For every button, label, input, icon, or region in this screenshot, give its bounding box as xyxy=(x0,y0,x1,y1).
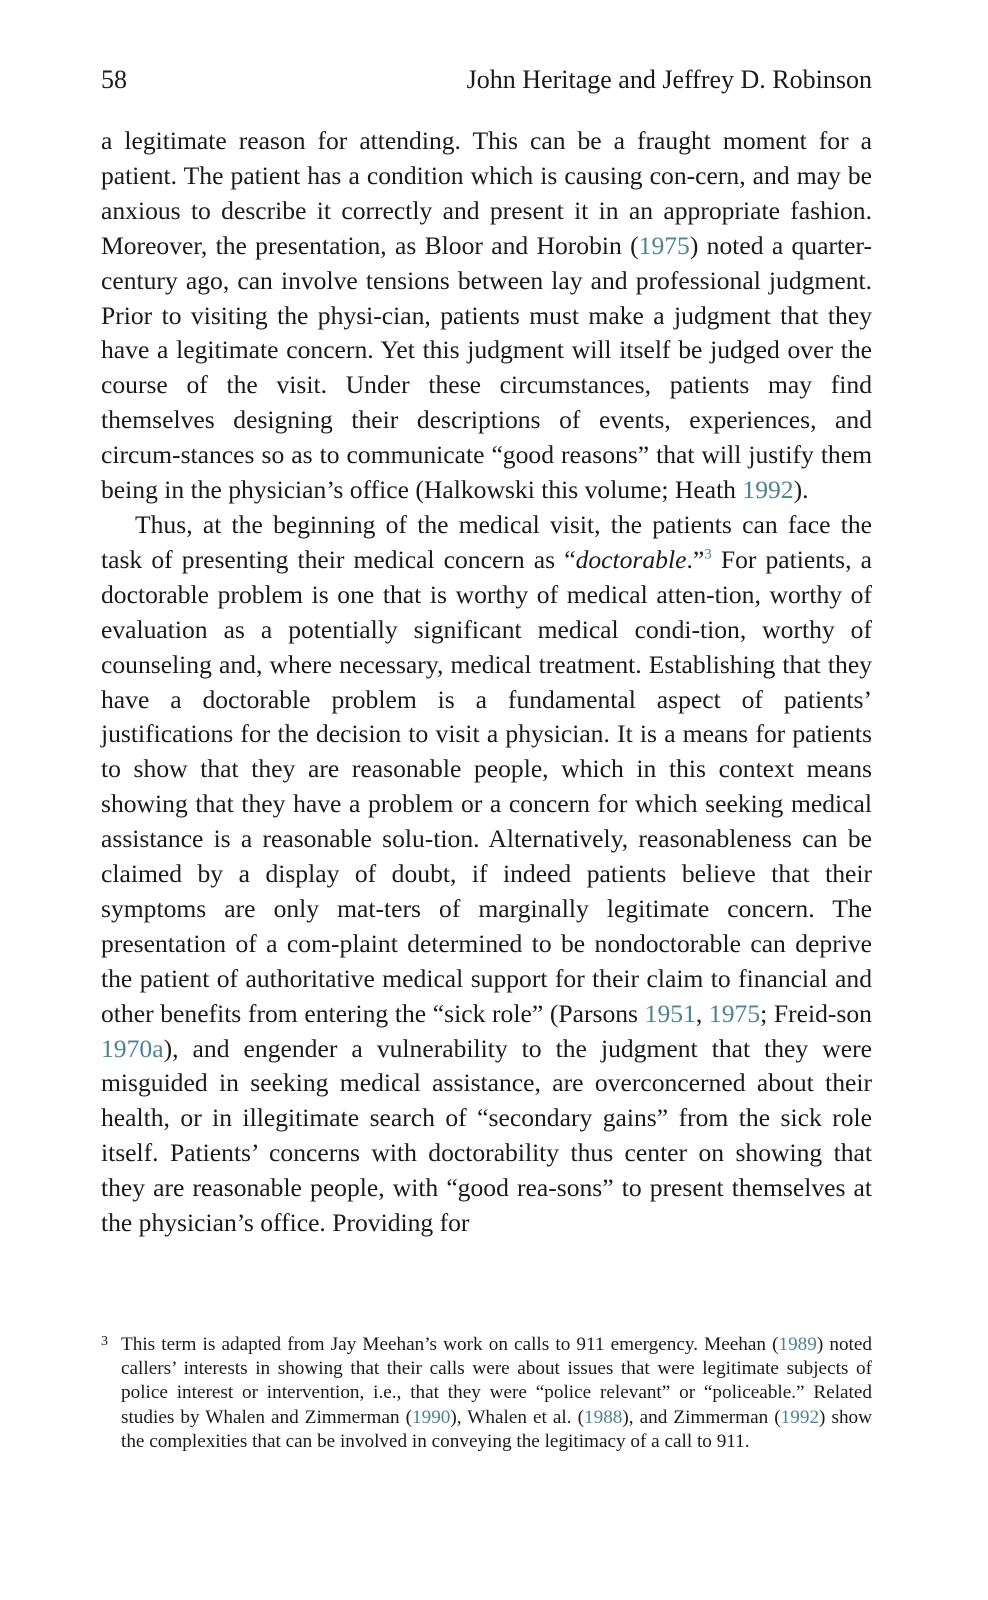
text-run: .” xyxy=(686,544,705,574)
text-run: ; Freid-son xyxy=(760,998,872,1028)
text-run: For patients, a doctorable problem is one that is worthy of medical atten-tion, worthy of evaluation as a potentially significant medical condi-tion, worthy of counseling and, where necessary, medical treatment. Establishing that they have a doctorable problem is a fundamental aspect of patients’ justifications for the decision to visit a physician. It is a means for patients to show that they are reasonable people, which in this context means showing that they have a problem or a concern for which seeking medical assistance is a reasonable solu-tion. Alternatively, reasonableness can be claimed by a display of doubt, if indeed patients believe that their symptoms are only mat-ters of marginally legitimate concern. The presentation of a com-plaint determined to be nondoctorable can deprive the patient of authoritative medical support for their claim to financial and other benefits from entering the “sick role” (Parsons xyxy=(101,544,872,1028)
body-text xyxy=(101,124,872,1241)
citation-link[interactable]: 1988 xyxy=(584,1406,623,1428)
paragraph-1 xyxy=(101,124,872,508)
text-run: ) noted callers’ interests in showing that their calls were about issues that were legitimate subjects of police interest or intervention, i.e., that they were “police relevant” or “policeable.” Related studies by Whalen and Zimmerman ( xyxy=(121,1334,872,1428)
page-number: 58 xyxy=(101,65,127,94)
text-run: ) show the complexities that can be involved in conveying the legitimacy of a call to 911. xyxy=(121,1406,873,1452)
footnote-reference[interactable]: 3 xyxy=(704,546,712,563)
footnote-text xyxy=(121,1333,872,1454)
text-run: ), and engender a vulnerability to the judgment that they were misguided in seeking medical assistance, are overconcerned about their health, or in illegitimate search of “secondary gains” from the sick role itself. Patients’ concerns with doctorability thus center on showing that they are reasonable people, with “good rea-sons” to present themselves at the physician’s office. Providing for xyxy=(101,1033,872,1238)
footnote-marker: 3 xyxy=(101,1334,108,1349)
text-run: Thus, at the beginning of the medical visit, the patients can face the task of presenting their medical concern as “ xyxy=(101,509,872,574)
running-head: John Heritage and Jeffrey D. Robinson xyxy=(466,65,872,94)
text-run: This term is adapted from Jay Meehan’s work on calls to 911 emergency. Meehan ( xyxy=(121,1334,779,1355)
page-header xyxy=(101,62,872,98)
citation-link[interactable]: 1992 xyxy=(780,1406,820,1428)
text-run: a legitimate reason for attending. This can be a fraught moment for a patient. The patient has a condition which is causing con-cern, and may be anxious to describe it correctly and present it in an appropriate fashion. Moreover, the presentation, as Bloor and Horobin ( xyxy=(101,126,872,260)
text-run: , xyxy=(695,998,709,1028)
citation-link[interactable]: 1992 xyxy=(742,475,794,505)
text-run: ). xyxy=(793,475,809,505)
citation-link[interactable]: 1975 xyxy=(638,230,690,260)
citation-link[interactable]: 1975 xyxy=(708,998,761,1028)
citation-link[interactable]: 1970a xyxy=(101,1033,164,1063)
citation-link[interactable]: 1990 xyxy=(412,1406,451,1428)
text-run: ) noted a quarter-century ago, can involve tensions between lay and professional judgment. Prior to visiting the physi-cian, patients must make a judgment that they have a legitimate concern. Yet this judgment will itself be judged over the course of the visit. Under these circumstances, patients may find themselves designing their descriptions of events, experiences, and circum-stances so as to communicate “good reasons” that will justify them being in the physician’s office (Halkowski this volume; Heath xyxy=(101,230,872,505)
footnote xyxy=(101,1333,872,1454)
citation-link[interactable]: 1951 xyxy=(644,998,696,1028)
text-run: ), Whalen et al. ( xyxy=(450,1406,584,1428)
paragraph-2 xyxy=(101,508,872,1241)
citation-link[interactable]: 1989 xyxy=(778,1334,817,1355)
italic-term: doctorable xyxy=(575,544,687,574)
text-run: ), and Zimmerman ( xyxy=(622,1406,781,1428)
